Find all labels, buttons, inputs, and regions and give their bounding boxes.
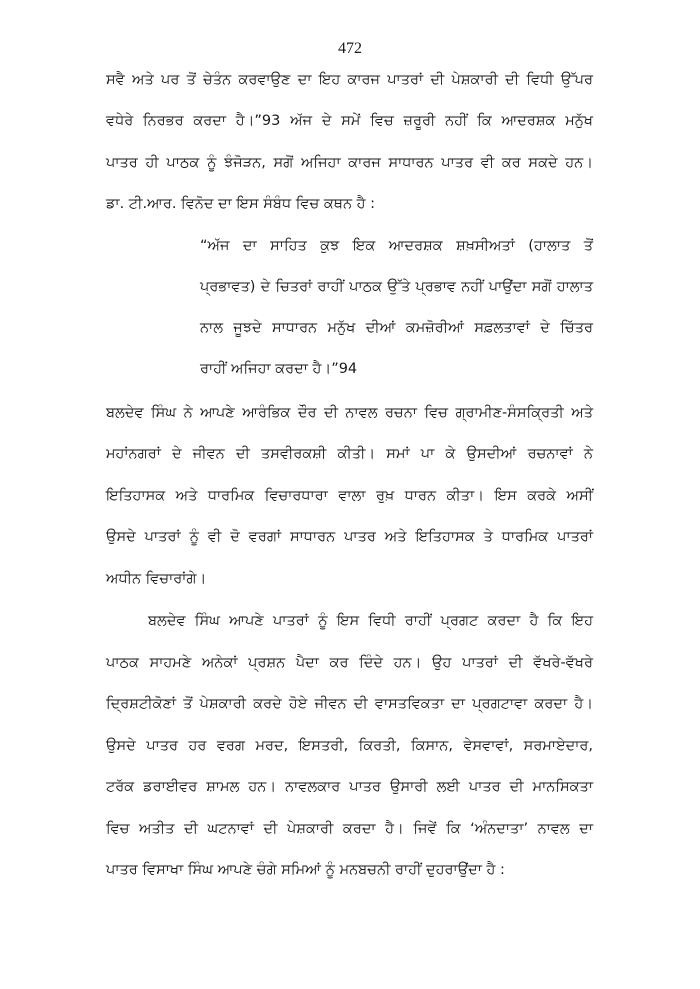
- text-line: ਡਾ. ਟੀ.ਆਰ. ਵਿਨੋਦ ਦਾ ਇਸ ਸੰਬੰਧ ਵਿਚ ਕਥਨ ਹੈ :: [106, 196, 376, 212]
- text-line: ਦ੍ਰਿਸ਼ਟੀਕੋਣਾਂ ਤੋਂ ਪੇਸ਼ਕਾਰੀ ਕਰਦੇ ਹੋਏ ਜੀਵਨ ਦੀ ਵਾਸਤਵਿਕਤਾ ਦਾ ਪ੍ਰਗਟਾਵਾ ਕਰਦਾ ਹੈ।: [106, 696, 593, 712]
- quote-line: ਨਾਲ ਜੂਝਦੇ ਸਾਧਾਰਨ ਮਨੁੱਖ ਦੀਆਂ ਕਮਜ਼ੋਰੀਆਂ ਸਫ਼ਲਤਾਵਾਂ ਦੇ ਚਿੱਤਰ: [200, 320, 593, 336]
- text-line: ਪਾਠਕ ਸਾਹਮਣੇ ਅਨੇਕਾਂ ਪ੍ਰਸ਼ਨ ਪੈਦਾ ਕਰ ਦਿੰਦੇ ਹਨ। ਉਹ ਪਾਤਰਾਂ ਦੀ ਵੱਖਰੇ-ਵੱਖਰੇ: [106, 655, 593, 671]
- text-line: ਅਧੀਨ ਵਿਚਾਰਾਂਗੇ।: [106, 571, 207, 587]
- quote-line: ਪ੍ਰਭਾਵਤ) ਦੇ ਚਿਤਰਾਂ ਰਾਹੀਂ ਪਾਠਕ ਉੱਤੇ ਪ੍ਰਭਾਵ ਨਹੀਂ ਪਾਉਂਦਾ ਸਗੋਂ ਹਾਲਾਤ: [200, 279, 593, 295]
- text-line: ਉਸਦੇ ਪਾਤਰਾਂ ਨੂੰ ਵੀ ਦੋ ਵਰਗਾਂ ਸਾਧਾਰਨ ਪਾਤਰ ਅਤੇ ਇਤਿਹਾਸਕ ਤੇ ਧਾਰਮਿਕ ਪਾਤਰਾਂ: [106, 529, 593, 545]
- quote-line: “ਅੱਜ ਦਾ ਸਾਹਿਤ ਕੁਝ ਇਕ ਆਦਰਸ਼ਕ ਸ਼ਖ਼ਸੀਅਤਾਂ (ਹਾਲਾਤ ਤੋਂ: [200, 238, 593, 254]
- quote-line: ਰਾਹੀਂ ਅਜਿਹਾ ਕਰਦਾ ਹੈ।”94: [200, 361, 358, 377]
- text-line: ਵਧੇਰੇ ਨਿਰਭਰ ਕਰਦਾ ਹੈ।”93 ਅੱਜ ਦੇ ਸਮੇਂ ਵਿਚ ਜ਼ਰੂਰੀ ਨਹੀਂ ਕਿ ਆਦਰਸ਼ਕ ਮਨੁੱਖ: [106, 113, 593, 129]
- text-line: ਟਰੱਕ ਡਰਾਈਵਰ ਸ਼ਾਮਲ ਹਨ। ਨਾਵਲਕਾਰ ਪਾਤਰ ਉਸਾਰੀ ਲਈ ਪਾਤਰ ਦੀ ਮਾਨਸਿਕਤਾ: [106, 779, 593, 795]
- text-line: ਪਾਤਰ ਹੀ ਪਾਠਕ ਨੂੰ ਝੰਜੋੜਨ, ਸਗੋਂ ਅਜਿਹਾ ਕਾਰਜ ਸਾਧਾਰਨ ਪਾਤਰ ਵੀ ਕਰ ਸਕਦੇ ਹਨ।: [106, 155, 593, 171]
- text-line: ਬਲਦੇਵ ਸਿੰਘ ਆਪਣੇ ਪਾਤਰਾਂ ਨੂੰ ਇਸ ਵਿਧੀ ਰਾਹੀਂ ਪ੍ਰਗਟ ਕਰਦਾ ਹੈ ਕਿ ਇਹ: [148, 613, 593, 629]
- text-line: ਸਵੈ ਅਤੇ ਪਰ ਤੋਂ ਚੇਤੰਨ ਕਰਵਾਉਣ ਦਾ ਇਹ ਕਾਰਜ ਪਾਤਰਾਂ ਦੀ ਪੇਸ਼ਕਾਰੀ ਦੀ ਵਿਧੀ ਉੱਪਰ: [106, 72, 593, 88]
- text-line: ਵਿਚ ਅਤੀਤ ਦੀ ਘਟਨਾਵਾਂ ਦੀ ਪੇਸ਼ਕਾਰੀ ਕਰਦਾ ਹੈ। ਜਿਵੇਂ ਕਿ ‘ਅੰਨਦਾਤਾ’ ਨਾਵਲ ਦਾ: [106, 821, 593, 837]
- page-number: 472: [338, 40, 362, 57]
- text-line: ਇਤਿਹਾਸਕ ਅਤੇ ਧਾਰਮਿਕ ਵਿਚਾਰਧਾਰਾ ਵਾਲਾ ਰੁਖ਼ ਧਾਰਨ ਕੀਤਾ। ਇਸ ਕਰਕੇ ਅਸੀਂ: [106, 488, 593, 504]
- text-line: ਪਾਤਰ ਵਿਸਾਖਾ ਸਿੰਘ ਆਪਣੇ ਚੰਗੇ ਸਮਿਆਂ ਨੂੰ ਮਨਬਚਨੀ ਰਾਹੀਂ ਦੁਹਰਾਉਂਦਾ ਹੈ :: [106, 862, 505, 878]
- text-line: ਮਹਾਂਨਗਰਾਂ ਦੇ ਜੀਵਨ ਦੀ ਤਸਵੀਰਕਸ਼ੀ ਕੀਤੀ। ਸਮਾਂ ਪਾ ਕੇ ਉਸਦੀਆਂ ਰਚਨਾਵਾਂ ਨੇ: [106, 446, 593, 462]
- text-line: ਬਲਦੇਵ ਸਿੰਘ ਨੇ ਆਪਣੇ ਆਰੰਭਿਕ ਦੌਰ ਦੀ ਨਾਵਲ ਰਚਨਾ ਵਿਚ ਗ੍ਰਾਮੀਣ-ਸੰਸਕ੍ਰਿਤੀ ਅਤੇ: [106, 405, 593, 421]
- text-line: ਉਸਦੇ ਪਾਤਰ ਹਰ ਵਰਗ ਮਰਦ, ਇਸਤਰੀ, ਕਿਰਤੀ, ਕਿਸਾਨ, ਵੇਸਵਾਵਾਂ, ਸਰਮਾਏਦਾਰ,: [106, 738, 593, 754]
